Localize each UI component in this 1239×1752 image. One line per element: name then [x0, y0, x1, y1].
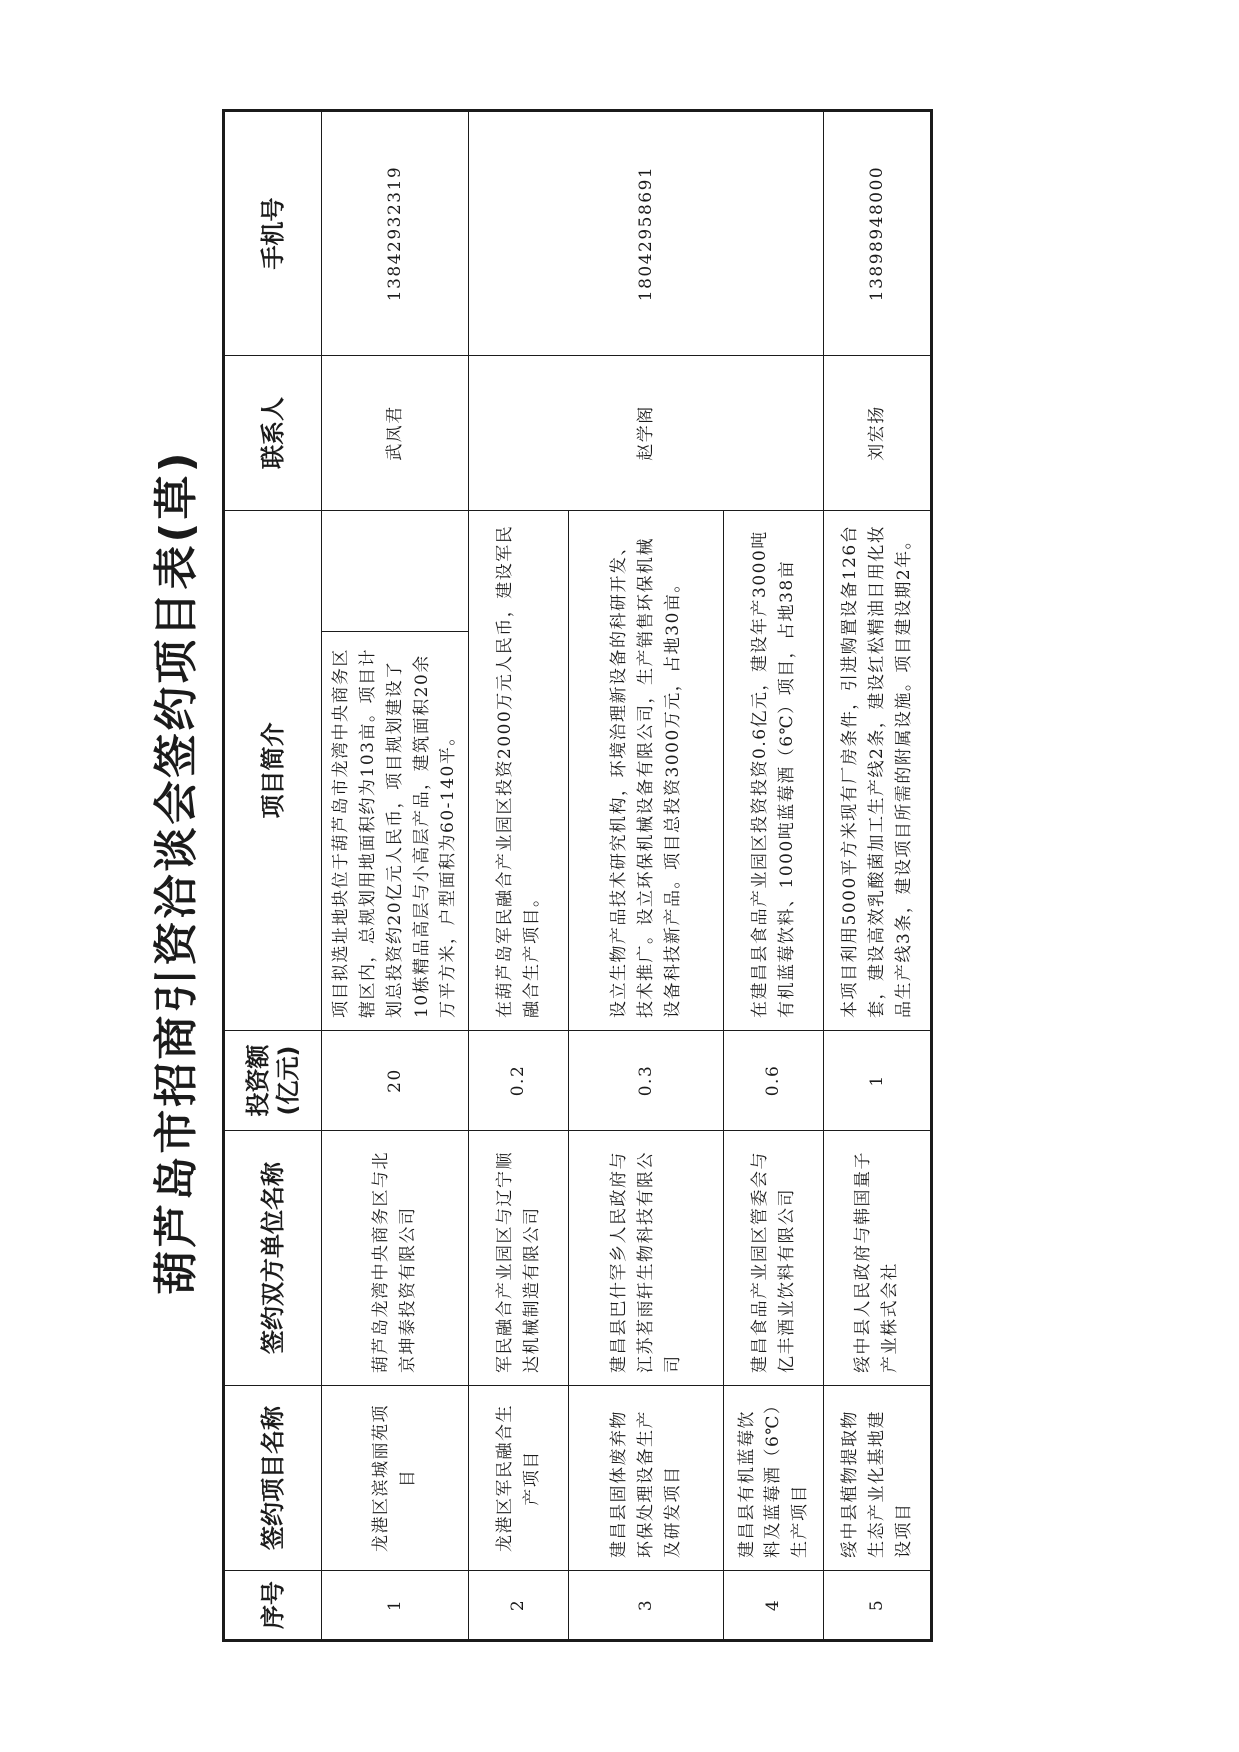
- column-header-parties: 签约双方单位名称: [224, 1131, 322, 1386]
- cell-contact: 赵学阁: [469, 356, 824, 511]
- cell-contact: 刘宏扬: [824, 356, 932, 511]
- column-header-project-name: 签约项目名称: [224, 1386, 322, 1571]
- column-header-contact: 联系人: [224, 356, 322, 511]
- cell-parties: 建昌县巴什罕乡人民政府与江苏茗雨轩生物科技有限公司: [569, 1131, 724, 1386]
- cell-index: 2: [469, 1571, 569, 1641]
- cell-index: 4: [724, 1571, 824, 1641]
- cell-brief: 本项目利用5000平方米现有厂房条件，引进购置设备126台套，建设高效乳酸菌加工生产线2条，建设红松精油日用化妆品生产线3条，建设项目所需的附属设施。项目建设期2年。: [824, 511, 932, 1031]
- cell-brief: [322, 511, 469, 1031]
- document-title: 葫芦岛市招商引资洽谈会签约项目表(草): [151, 449, 202, 1295]
- cell-project-name: 龙港区滨城丽苑项目: [322, 1386, 469, 1571]
- cell-project-name: 绥中县植物提取物生态产业化基地建设项目: [824, 1386, 932, 1571]
- brief-empty-subcell: [322, 511, 334, 631]
- cell-parties: 葫芦岛龙湾中央商务区与北京坤泰投资有限公司: [322, 1131, 469, 1386]
- column-header-phone: 手机号: [224, 111, 322, 356]
- cell-parties: 绥中县人民政府与韩国量子产业株式会社: [824, 1131, 932, 1386]
- table-header-row: [224, 111, 322, 1641]
- column-header-brief: 项目简介: [224, 511, 322, 1031]
- cell-phone: 18042958691: [469, 111, 824, 356]
- cell-index: 5: [824, 1571, 932, 1641]
- cell-phone: 13842932319: [322, 111, 469, 356]
- cell-brief: 设立生物产品技术研究机构，环境治理新设备的科研开发、技术推广。设立环保机械设备有限公司，生产销售环保机械设备科技新产品。项目总投资3000万元，占地30亩。: [569, 511, 724, 1031]
- cell-index: 1: [322, 1571, 469, 1641]
- cell-contact: 武凤君: [322, 356, 469, 511]
- cell-project-name: 建昌县有机蓝莓饮料及蓝莓酒（6℃）生产项目: [724, 1386, 824, 1571]
- cell-project-name: 建昌县固体废弃物环保处理设备生产及研发项目: [569, 1386, 724, 1571]
- brief-split-cell: [322, 511, 468, 1030]
- table-row: [824, 111, 932, 1641]
- table-row: [322, 111, 469, 1641]
- cell-brief-text: 项目拟选址地块位于葫芦岛市龙湾中央商务区辖区内，总规划用地面积约为103亩。项目计划总投资约20亿元人民币，项目规划建设了10栋精品高层与小高层产品，建筑面积20余万平方米，户型面积为60-140平。: [322, 631, 468, 1030]
- signing-projects-table: [222, 109, 933, 1642]
- column-header-investment: 投资额(亿元): [224, 1031, 322, 1131]
- cell-brief: 在葫芦岛军民融合产业园区投资2000万元人民币，建设军民融合生产项目。: [469, 511, 569, 1031]
- cell-phone: 13898948000: [824, 111, 932, 356]
- table-row: [469, 111, 569, 1641]
- cell-investment: 20: [322, 1031, 469, 1131]
- cell-investment: 0.6: [724, 1031, 824, 1131]
- cell-brief: 在建昌县食品产业园区投资投资0.6亿元，建设年产3000吨有机蓝莓饮料、1000吨蓝莓酒（6℃）项目，占地38亩: [724, 511, 824, 1031]
- column-header-index: 序号: [224, 1571, 322, 1641]
- cell-investment: 0.2: [469, 1031, 569, 1131]
- cell-index: 3: [569, 1571, 724, 1641]
- cell-parties: 军民融合产业园区与辽宁顺达机械制造有限公司: [469, 1131, 569, 1386]
- cell-project-name: 龙港区军民融合生产项目: [469, 1386, 569, 1571]
- cell-parties: 建昌食品产业园区管委会与亿丰酒业饮料有限公司: [724, 1131, 824, 1386]
- cell-investment: 1: [824, 1031, 932, 1131]
- cell-investment: 0.3: [569, 1031, 724, 1131]
